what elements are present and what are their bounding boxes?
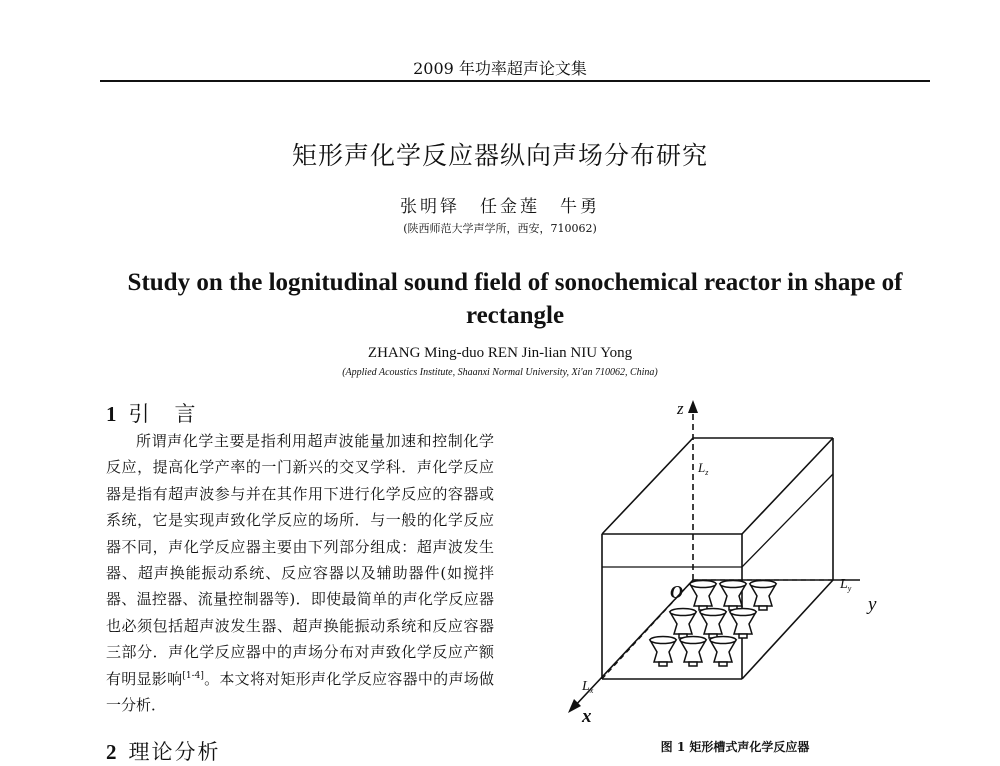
- authors-chinese: 张明铎 任金莲 牛勇: [400, 197, 600, 217]
- lz-label: $L_z$: [698, 460, 709, 477]
- x-axis-label: x: [582, 706, 592, 722]
- reactor-figure: [540, 392, 930, 722]
- transducer: [690, 581, 716, 611]
- transducer: [710, 637, 736, 667]
- authors-english: ZHANG Ming-duo REN Jin-lian NIU Yong: [367, 345, 633, 361]
- box-top-left-edge: [602, 438, 693, 534]
- intro-paragraph: [106, 428, 494, 718]
- transducer-array: [650, 581, 776, 667]
- title-chinese: 矩形声化学反应器纵向声场分布研究: [291, 141, 708, 170]
- section-2-heading: [106, 736, 221, 766]
- transducer: [730, 609, 756, 639]
- intro-text-end: 。本文将对矩形声化学反应容器中的声场做一分析．: [106, 669, 494, 715]
- origin-label: O: [670, 582, 683, 602]
- section-1-body: [106, 428, 494, 718]
- transducer: [700, 609, 726, 639]
- z-axis-arrow: [688, 400, 698, 413]
- section-1-heading: [106, 398, 198, 428]
- transducer: [650, 637, 676, 667]
- liquid-level: [602, 474, 833, 567]
- title-english: Study on the lognitudinal sound field of sonochemical reactor in shape of rectangle: [127, 269, 903, 329]
- affiliation-english: (Applied Acoustics Institute, Shaanxi Normal University, Xi'an 710062, China): [342, 367, 658, 378]
- ly-label: $L_y$: [840, 577, 852, 593]
- affiliation-chinese: (陕西师范大学声学所，西安，710062): [403, 222, 597, 235]
- figure-caption: 图 1 矩形槽式声化学反应器: [660, 740, 810, 754]
- header-rule: [100, 80, 930, 82]
- transducer: [670, 609, 696, 639]
- section-2-title: 理论分析: [128, 740, 221, 764]
- transducer: [750, 581, 776, 611]
- intro-text: 所谓声化学主要是指利用超声波能量加速和控制化学反应，提高化学产率的一门新兴的交叉学科．声化学反应器是指有超声波参与并在其作用下进行化学反应的容器或系统，它是实现声致化学反应的场所．与一般的化学反应器不同，声化学反应器主要由下列部分组成：超声波发生器、超声换能振动系统、反应容器以及辅助器件(如搅拌器、温控器、流量控制器等)．即使最简单的声化学反应器也必须包括超声波发生器、超声换能振动系统和反应容器三部分．声化学反应器中的声场分布对声致化学反应产额有明显影响: [106, 432, 494, 688]
- section-2-number: 2: [106, 740, 119, 764]
- z-axis-label: z: [677, 399, 684, 418]
- section-1-number: 1: [106, 402, 119, 426]
- running-header: 2009 年功率超声论文集: [413, 59, 587, 78]
- transducer: [680, 637, 706, 667]
- lx-label: $L_x$: [582, 679, 594, 695]
- y-axis-label: y: [868, 594, 877, 615]
- citation-ref: [1-4]: [182, 670, 204, 681]
- section-1-title: 引 言: [128, 402, 198, 426]
